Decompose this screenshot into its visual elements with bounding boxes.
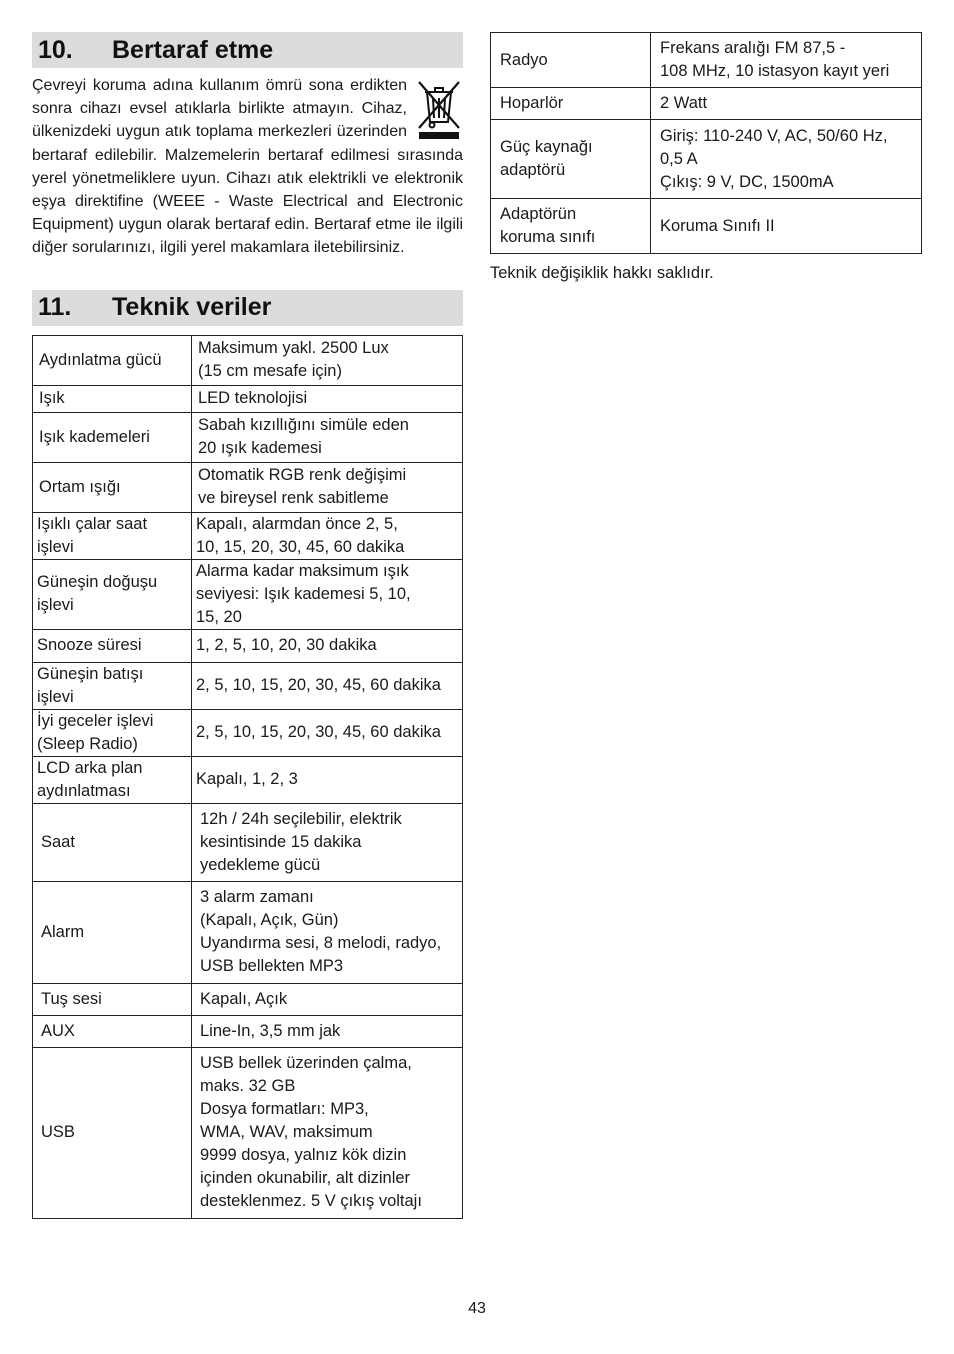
spec-label: Saat <box>33 803 192 881</box>
spec-row <box>33 559 463 629</box>
spec-row <box>33 335 463 385</box>
spec-row <box>491 33 922 88</box>
spec-row <box>33 881 463 983</box>
spec-label: Adaptörün koruma sınıfı <box>491 199 651 254</box>
section-10-title: Bertaraf etme <box>112 35 274 64</box>
technical-change-note: Teknik değişiklik hakkı saklıdır. <box>490 264 714 282</box>
spec-label: LCD arka plan aydınlatması <box>33 756 192 803</box>
spec-row <box>33 1015 463 1047</box>
spec-row <box>33 1047 463 1218</box>
right-column <box>490 32 922 283</box>
crossed-out-wheelie-bin-icon <box>415 78 463 140</box>
spec-label: Alarm <box>33 881 192 983</box>
spec-row <box>33 709 463 756</box>
disposal-paragraph: Çevreyi koruma adına kullanım ömrü sona erdikten sonra cihazı evsel atıklarla birlikte atmayın. Cihaz, ülkenizdeki uygun atık toplama merkezleri üzerinden bertaraf edilebilir. Malzemelerin bertaraf edilmesi sırasında yerel yönetmeliklere uyun. Cihazı atık elektrikli ve elektronik eşya direktifine (WEEE - Waste Electrical and Electronic Equipment) uygun olarak bertaraf edin. Bertaraf etme ile ilgili diğer sorularınızı, ilgili yerel makamlara iletebilirsiniz. <box>32 77 463 257</box>
technical-data-table-continued <box>490 32 922 254</box>
spec-value: USB bellek üzerinden çalma, maks. 32 GB Dosya formatları: MP3, WMA, WAV, maksimum 9999 dosya, yalnız kök dizin içinden okunabilir, alt dizinler desteklenmez. 5 V çıkış voltajı <box>192 1047 463 1218</box>
spec-value: Sabah kızıllığını simüle eden 20 ışık kademesi <box>192 412 463 462</box>
spec-value: Alarma kadar maksimum ışık seviyesi: Işık kademesi 5, 10, 15, 20 <box>192 559 463 629</box>
spec-label: Ortam ışığı <box>33 462 192 512</box>
spec-label: Işıklı çalar saat işlevi <box>33 512 192 559</box>
technical-data-table <box>32 335 463 1219</box>
spec-value: Otomatik RGB renk değişimi ve bireysel renk sabitleme <box>192 462 463 512</box>
spec-row <box>33 756 463 803</box>
spec-row <box>33 412 463 462</box>
spec-value: Line-In, 3,5 mm jak <box>192 1015 463 1047</box>
spec-label: USB <box>33 1047 192 1218</box>
spec-row <box>33 662 463 709</box>
spec-value: Koruma Sınıfı II <box>651 199 922 254</box>
spec-value: Giriş: 110-240 V, AC, 50/60 Hz, 0,5 A Çıkış: 9 V, DC, 1500mA <box>651 120 922 199</box>
spec-value: 3 alarm zamanı (Kapalı, Açık, Gün) Uyandırma sesi, 8 melodi, radyo, USB bellekten MP3 <box>192 881 463 983</box>
spec-value: Frekans aralığı FM 87,5 - 108 MHz, 10 istasyon kayıt yeri <box>651 33 922 88</box>
spec-value: 2, 5, 10, 15, 20, 30, 45, 60 dakika <box>192 662 463 709</box>
disposal-text-block <box>32 74 463 260</box>
spec-label: Aydınlatma gücü <box>33 335 192 385</box>
spec-label: AUX <box>33 1015 192 1047</box>
spec-row <box>33 385 463 412</box>
spec-row <box>33 512 463 559</box>
spec-row <box>33 983 463 1015</box>
section-11-heading <box>32 290 463 326</box>
page-number: 43 <box>468 1300 486 1317</box>
spec-label: Radyo <box>491 33 651 88</box>
spec-value: Kapalı, 1, 2, 3 <box>192 756 463 803</box>
spec-value: Kapalı, alarmdan önce 2, 5, 10, 15, 20, 30, 45, 60 dakika <box>192 512 463 559</box>
spec-label: Güneşin doğuşu işlevi <box>33 559 192 629</box>
section-10-heading <box>32 32 463 68</box>
spec-row <box>491 199 922 254</box>
spec-value: 12h / 24h seçilebilir, elektrik kesintisinde 15 dakika yedekleme gücü <box>192 803 463 881</box>
spec-value: Maksimum yakl. 2500 Lux (15 cm mesafe için) <box>192 335 463 385</box>
spec-label: Işık kademeleri <box>33 412 192 462</box>
section-11-title: Teknik veriler <box>112 293 272 322</box>
spec-label: Güç kaynağı adaptörü <box>491 120 651 199</box>
spec-value: Kapalı, Açık <box>192 983 463 1015</box>
spec-value: 2, 5, 10, 15, 20, 30, 45, 60 dakika <box>192 709 463 756</box>
spec-value: 2 Watt <box>651 88 922 120</box>
spec-label: Işık <box>33 385 192 412</box>
spec-label: Hoparlör <box>491 88 651 120</box>
spec-label: İyi geceler işlevi (Sleep Radio) <box>33 709 192 756</box>
spec-row <box>491 88 922 120</box>
section-11-number: 11. <box>38 293 72 322</box>
spec-label: Snooze süresi <box>33 629 192 662</box>
spec-value: 1, 2, 5, 10, 20, 30 dakika <box>192 629 463 662</box>
spec-label: Güneşin batışı işlevi <box>33 662 192 709</box>
spec-label: Tuş sesi <box>33 983 192 1015</box>
spec-row <box>33 629 463 662</box>
section-10-number: 10. <box>38 35 73 64</box>
spec-row <box>33 803 463 881</box>
spec-row <box>491 120 922 199</box>
spec-row <box>33 462 463 512</box>
left-column <box>32 32 463 1219</box>
spec-value: LED teknolojisi <box>192 385 463 412</box>
